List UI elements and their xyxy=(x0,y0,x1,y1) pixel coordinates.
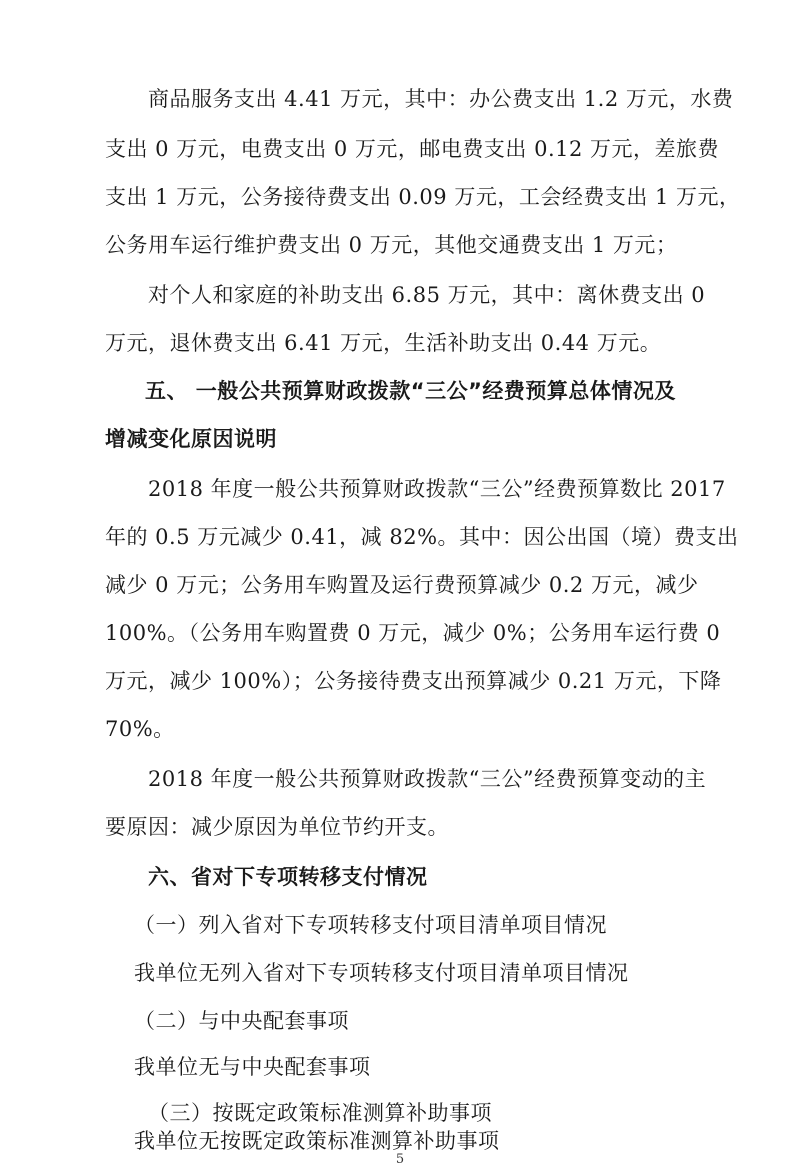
text-line-goods-3: 支出 1 万元，公务接待费支出 0.09 万元，工会经费支出 1 万元， xyxy=(105,185,741,209)
text-line-s5-2: 年的 0.5 万元减少 0.41，减 82%。其中：因公出国（境）费支出 xyxy=(105,525,739,549)
text-line-s5b-2: 要原因：减少原因为单位节约开支。 xyxy=(105,815,449,839)
text-line-s5b-1: 2018 年度一般公共预算财政拨款“三公”经费预算变动的主 xyxy=(148,767,707,791)
subsection-3-title: （三）按既定政策标准测算补助事项 xyxy=(148,1101,492,1125)
text-line-goods-1: 商品服务支出 4.41 万元，其中：办公费支出 1.2 万元，水费 xyxy=(148,87,734,111)
text-line-subsidy-2: 万元，退休费支出 6.41 万元，生活补助支出 0.44 万元。 xyxy=(105,331,662,355)
text-line-goods-4: 公务用车运行维护费支出 0 万元，其他交通费支出 1 万元； xyxy=(105,233,678,257)
text-line-s5-3: 减少 0 万元；公务用车购置及运行费预算减少 0.2 万元，减少 xyxy=(105,573,699,597)
section-5-title-line-2: 增减变化原因说明 xyxy=(105,427,277,451)
text-line-subsidy-1: 对个人和家庭的补助支出 6.85 万元，其中：离休费支出 0 xyxy=(148,283,706,307)
page-number: 5 xyxy=(395,1152,405,1167)
text-line-s5-6: 70%。 xyxy=(105,717,175,741)
text-line-goods-2: 支出 0 万元，电费支出 0 万元，邮电费支出 0.12 万元，差旅费 xyxy=(105,137,720,161)
text-line-s5-1: 2018 年度一般公共预算财政拨款“三公”经费预算数比 2017 xyxy=(148,477,726,501)
section-6-title: 六、省对下专项转移支付情况 xyxy=(148,865,428,889)
text-line-s5-5: 万元，减少 100%）；公务接待费支出预算减少 0.21 万元，下降 xyxy=(105,669,722,693)
subsection-1-title: （一）列入省对下专项转移支付项目清单项目情况 xyxy=(134,913,607,937)
subsection-2-title: （二）与中央配套事项 xyxy=(134,1009,349,1033)
subsection-2-body: 我单位无与中央配套事项 xyxy=(134,1055,371,1079)
section-5-title-line-1: 五、 一般公共预算财政拨款“三公”经费预算总体情况及 xyxy=(145,379,676,403)
text-line-s5-4: 100%。（公务用车购置费 0 万元，减少 0%；公务用车运行费 0 xyxy=(105,621,721,645)
subsection-1-body: 我单位无列入省对下专项转移支付项目清单项目情况 xyxy=(134,961,629,985)
subsection-3-body: 我单位无按既定政策标准测算补助事项 xyxy=(134,1129,500,1153)
